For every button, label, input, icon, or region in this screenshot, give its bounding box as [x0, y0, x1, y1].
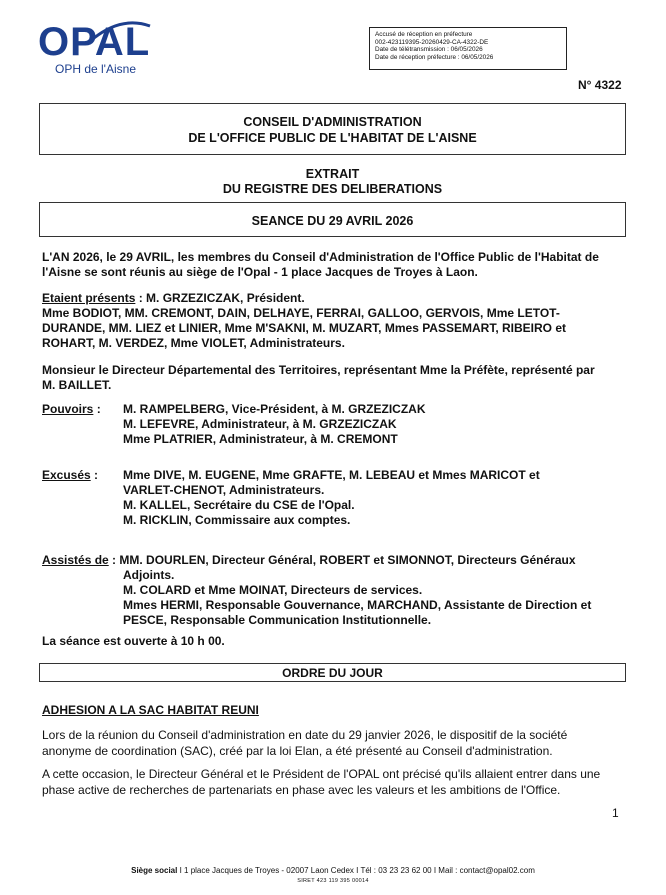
- pouvoirs-sep: :: [93, 402, 101, 416]
- excuses-list: [123, 468, 623, 528]
- reception-stamp: [369, 27, 567, 70]
- intro-line: l'Aisne se sont réunis au siège de l'Opal - 1 place Jacques de Troyes à Laon.: [42, 265, 478, 279]
- intro-paragraph: [42, 250, 624, 280]
- page-number: 1: [612, 806, 619, 820]
- excuses-sep: :: [90, 468, 99, 482]
- presents-line: ROHART, M. VERDEZ, Mme VIOLET, Administrateurs.: [42, 336, 345, 350]
- excuses-label: Excusés: [42, 468, 91, 482]
- logo-swoosh-icon: [92, 20, 152, 42]
- seance-box: [39, 202, 626, 237]
- logo-subtitle: OPH de l'Aisne: [55, 62, 136, 76]
- excuses-label-row: [42, 468, 98, 483]
- stamp-line: Accusé de réception en préfecture: [375, 31, 473, 38]
- intro-line: L'AN 2026, le 29 AVRIL, les membres du Conseil d'Administration de l'Office Public de l'Habitat de: [42, 250, 599, 264]
- assistes-first-row: [42, 553, 627, 568]
- body-paragraph-2: [42, 766, 626, 798]
- extrait-line: EXTRAIT: [305, 167, 360, 181]
- excuse-item: M. RICKLIN, Commissaire aux comptes.: [123, 513, 351, 527]
- assiste-item: Mmes HERMI, Responsable Gouvernance, MARCHAND, Assistante de Direction et: [123, 598, 592, 612]
- excuse-item: Mme DIVE, M. EUGENE, Mme GRAFTE, M. LEBEAU et Mmes MARICOT et: [123, 468, 540, 482]
- body-line: phase active de recherches de partenariats en phase avec les valeurs et les ambitions de l'Office.: [42, 783, 561, 797]
- seance-date: SEANCE DU 29 AVRIL 2026: [251, 214, 414, 228]
- title-line: DE L'OFFICE PUBLIC DE L'HABITAT DE L'AISNE: [188, 131, 477, 145]
- assiste-item: Adjoints.: [123, 568, 175, 582]
- ordre-du-jour-box: [39, 663, 626, 682]
- assistes-list: [123, 568, 623, 628]
- body-paragraph-1: [42, 727, 626, 759]
- pouvoir-item: M. LEFEVRE, Administrateur, à M. GRZEZICZAK: [123, 417, 397, 431]
- footer-text: I 1 place Jacques de Troyes - 02007 Laon Cedex I Tél : 03 23 23 62 00 I Mail : contact@opal02.com: [177, 866, 535, 875]
- ordre-du-jour-label: ORDRE DU JOUR: [282, 666, 383, 680]
- pouvoir-item: Mme PLATRIER, Administrateur, à M. CREMONT: [123, 432, 398, 446]
- directeur-line: Monsieur le Directeur Départemental des Territoires, représentant Mme la Préfète, représenté par: [42, 363, 595, 377]
- excuse-item: M. KALLEL, Secrétaire du CSE de l'Opal.: [123, 498, 355, 512]
- footer-address: [0, 866, 666, 875]
- extrait-line: DU REGISTRE DES DELIBERATIONS: [222, 182, 443, 196]
- assiste-item: PESCE, Responsable Communication Institutionnelle.: [123, 613, 432, 627]
- presents-block: [42, 291, 624, 351]
- ouverture-text: La séance est ouverte à 10 h 00.: [42, 634, 225, 648]
- assiste-item: M. COLARD et Mme MOINAT, Directeurs de services.: [123, 583, 423, 597]
- presents-president: : M. GRZEZICZAK, Président.: [135, 291, 305, 305]
- stamp-line: 002-423119395-20260429-CA-4322-DE: [375, 38, 489, 46]
- document-number: N° 4322: [578, 78, 622, 92]
- section-title: ADHESION A LA SAC HABITAT REUNI: [42, 703, 259, 717]
- directeur-paragraph: [42, 363, 624, 393]
- pouvoir-item: M. RAMPELBERG, Vice-Président, à M. GRZEZICZAK: [123, 402, 426, 416]
- pouvoirs-label-row: [42, 402, 101, 417]
- assistes-sep: :: [108, 553, 117, 567]
- stamp-line: Date de télétransmission : 06/05/2026: [375, 46, 483, 54]
- assistes-first-line: MM. DOURLEN, Directeur Général, ROBERT et SIMONNOT, Directeurs Généraux: [119, 553, 576, 567]
- body-line: A cette occasion, le Directeur Général et le Président de l'OPAL ont précisé qu'ils allaient entrer dans une: [42, 767, 601, 781]
- title-line: CONSEIL D'ADMINISTRATION: [243, 115, 422, 129]
- pouvoirs-list: [123, 402, 623, 447]
- footer-siret: SIRET 423 119 395 00014: [297, 878, 369, 884]
- body-line: anonyme de coordination (SAC), créé par la loi Elan, a été présenté au Conseil d'administration.: [42, 744, 553, 758]
- assistes-label: Assistés de: [42, 553, 109, 567]
- body-line: Lors de la réunion du Conseil d'administration en date du 29 janvier 2026, le dispositif de la société: [42, 728, 568, 742]
- directeur-line: M. BAILLET.: [42, 378, 112, 392]
- presents-line: Mme BODIOT, MM. CREMONT, DAIN, DELHAYE, FERRAI, GALLOO, GERVOIS, Mme LETOT-: [42, 306, 560, 320]
- stamp-line: Date de réception préfecture : 06/05/2026: [375, 53, 494, 61]
- title-box: [39, 103, 626, 155]
- excuse-item: VARLET-CHENOT, Administrateurs.: [123, 483, 325, 497]
- presents-label: Etaient présents: [42, 291, 136, 305]
- footer-label: Siège social: [131, 866, 178, 875]
- logo-text: OPAL: [38, 20, 151, 64]
- extrait-heading: [39, 167, 626, 197]
- presents-line: DURANDE, MM. LIEZ et LINIER, Mme M'SAKNI, M. MUZART, Mmes PASSEMART, RIBEIRO et: [42, 321, 566, 335]
- pouvoirs-label: Pouvoirs: [42, 402, 94, 416]
